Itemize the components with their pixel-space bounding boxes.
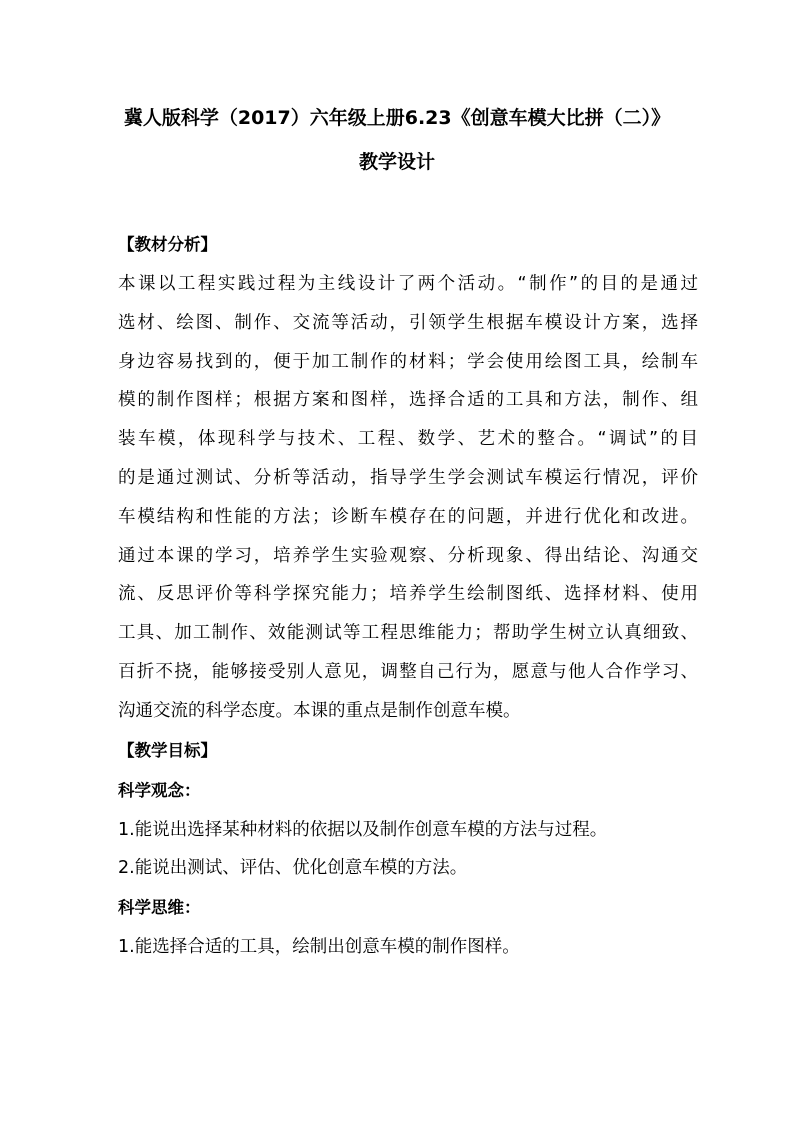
section-heading-material-analysis: 【教材分析】 bbox=[118, 235, 217, 254]
paragraph-line: 百折不挠，能够接受别人意见，调整自己行为，愿意与他人合作学习、 bbox=[118, 661, 698, 682]
goal-item: 2.能说出测试、评估、优化创意车模的方法。 bbox=[118, 858, 468, 879]
paragraph-line: 的是通过测试、分析等活动，指导学生学会测试车模运行情况，评价 bbox=[118, 467, 698, 488]
paragraph-line: 工具、加工制作、效能测试等工程思维能力；帮助学生树立认真细致、 bbox=[118, 623, 698, 644]
paragraph-line: 模的制作图样；根据方案和图样，选择合适的工具和方法，制作、组 bbox=[118, 390, 698, 411]
subheading-science-concept: 科学观念： bbox=[118, 780, 201, 800]
subheading-science-thinking: 科学思维： bbox=[118, 898, 201, 918]
document-title: 冀人版科学（2017）六年级上册6.23《创意车模大比拼（二）》 bbox=[123, 107, 671, 129]
paragraph-line-last: 沟通交流的科学态度。本课的重点是制作创意车模。 bbox=[118, 700, 521, 721]
section-heading-teaching-goals: 【教学目标】 bbox=[118, 740, 217, 760]
paragraph-line: 流、反思评价等科学探究能力；培养学生绘制图纸、选择材料、使用 bbox=[118, 584, 698, 605]
paragraph-line: 选材、绘图、制作、交流等活动，引领学生根据车模设计方案，选择 bbox=[118, 312, 698, 333]
paragraph-line: 本课以工程实践过程为主线设计了两个活动。“制作”的目的是通过 bbox=[118, 274, 698, 294]
document-subtitle: 教学设计 bbox=[358, 151, 435, 173]
paragraph-line: 装车模，体现科学与技术、工程、数学、艺术的整合。“调试”的目 bbox=[118, 429, 698, 450]
paragraph-line: 通过本课的学习，培养学生实验观察、分析现象、得出结论、沟通交 bbox=[118, 545, 698, 566]
paragraph-line: 身边容易找到的，便于加工制作的材料；学会使用绘图工具，绘制车 bbox=[118, 351, 698, 372]
document-body bbox=[118, 225, 698, 967]
goal-item: 1.能选择合适的工具，绘制出创意车模的制作图样。 bbox=[118, 937, 520, 958]
goal-item: 1.能说出选择某种材料的依据以及制作创意车模的方法与过程。 bbox=[118, 819, 608, 840]
paragraph-line: 车模结构和性能的方法；诊断车模存在的问题，并进行优化和改进。 bbox=[118, 506, 698, 527]
